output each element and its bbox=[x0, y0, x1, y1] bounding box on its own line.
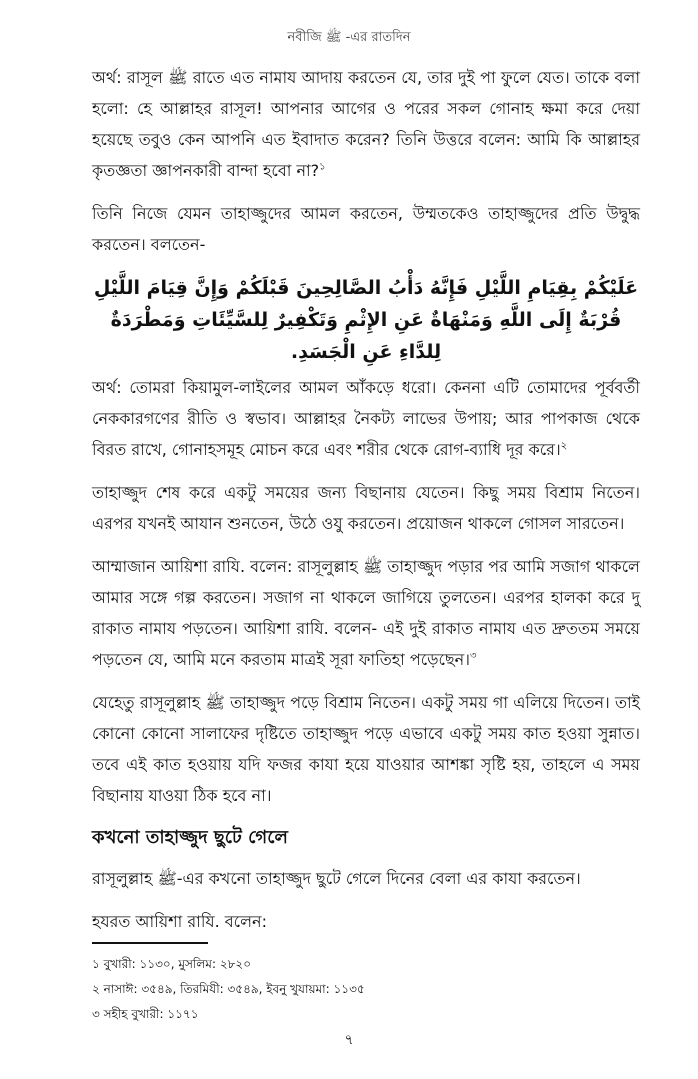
arabic-hadith: عَلَيْكُمْ بِقِيَامِ اللَّيْلِ فَإِنَّهُ دَأْبُ الصَّالِحِينَ قَبْلَكُمْ وَإِنَّ قِيَامَ اللَّيْلِ قُرْبَةٌ إِلَى اللَّهِ وَمَنْهَاةٌ عَنِ الإِثْمِ وَتَكْفِيرٌ لِلسَّيِّئَاتِ وَمَطْرَدَةٌ لِلدَّاءِ عَنِ الْجَسَدِ. bbox=[93, 277, 639, 363]
paragraph-text: রাসূলুল্লাহ ﷺ-এর কখনো তাহাজ্জুদ ছুটে গেলে দিনের বেলা এর কাযা করতেন। bbox=[92, 869, 581, 888]
paragraph-rest-after-tahajjud bbox=[92, 477, 640, 539]
footnote-2: ২ নাসাঈ: ৩৫৪৯, তিরমিযী: ৩৫৪৯, ইবনু খুযায়মা: ১১৩৫ bbox=[92, 982, 365, 996]
footnote-mark: ১ bbox=[319, 161, 326, 173]
paragraph-text: হযরত আয়িশা রাযি. বলেন: bbox=[92, 912, 267, 931]
footnote-mark: ২ bbox=[560, 440, 568, 452]
paragraph-encouragement bbox=[92, 198, 640, 260]
paragraph-text: অর্থ: তোমরা কিয়ামুল-লাইলের আমল আঁকড়ে ধরো। কেননা এটি তোমাদের পূর্ববর্তী নেককারগণের রীতি ও স্বভাব। আল্লাহর নৈকট্য লাভের উপায়; আর পাপকাজ থেকে বিরত রাখে, গোনাহসমূহ মোচন করে এবং শরীর থেকে রোগ-ব্যাধি দূর করে। bbox=[92, 378, 640, 459]
paragraph-meaning-hadith bbox=[92, 372, 640, 465]
footnote-divider bbox=[92, 942, 208, 944]
paragraph-aisha-narration bbox=[92, 551, 640, 675]
page-number: ৭ bbox=[344, 1032, 354, 1048]
section-heading: কখনো তাহাজ্জুদ ছুটে গেলে bbox=[92, 827, 288, 848]
paragraph-text: যেহেতু রাসূলুল্লাহ ﷺ তাহাজ্জুদ পড়ে বিশ্রাম নিতেন। একটু সময় গা এলিয়ে দিতেন। তাই কোনো কোনো সালাফের দৃষ্টিতে তাহাজ্জুদ পড়ে এভাবে একটু সময় কাত হওয়া সুন্নাত। তবে এই কাত হওয়ায় যদি ফজর কাযা হয়ে যাওয়ার আশঙ্কা সৃষ্টি হয়, তাহলে এ সময় বিছানায় যাওয়া ঠিক হবে না। bbox=[92, 693, 640, 805]
footnote-1: ১ বুখারী: ১১৩০, মুসলিম: ২৮২০ bbox=[92, 957, 252, 971]
paragraph-meaning-night-prayer bbox=[92, 62, 640, 186]
paragraph-aisha-says bbox=[92, 906, 640, 937]
running-header: নবীজি ﷺ -এর রাতদিন bbox=[287, 30, 411, 45]
paragraph-text: তিনি নিজে যেমন তাহাজ্জুদের আমল করতেন, উম্মতকেও তাহাজ্জুদের প্রতি উদ্বুদ্ধ করতেন। বলতেন- bbox=[92, 204, 640, 254]
footnotes bbox=[92, 952, 640, 1027]
paragraph-text: আম্মাজান আয়িশা রাযি. বলেন: রাসূলুল্লাহ ﷺ তাহাজ্জুদ পড়ার পর আমি সজাগ থাকলে আমার সঙ্গে গল্প করতেন। সজাগ না থাকলে জাগিয়ে তুলতেন। এরপর হালকা করে দু রাকাত নামায পড়তেন। আয়িশা রাযি. বলেন- এই দুই রাকাত নামায এত দ্রুততম সময়ে পড়তেন যে, আমি মনে করতাম মাত্রই সূরা ফাতিহা পড়েছেন। bbox=[92, 557, 640, 669]
paragraph-lying-down-sunnah bbox=[92, 687, 640, 811]
paragraph-text: তাহাজ্জুদ শেষ করে একটু সময়ের জন্য বিছানায় যেতেন। কিছু সময় বিশ্রাম নিতেন। এরপর যখনই আযান শুনতেন, উঠে ওযু করতেন। প্রয়োজন থাকলে গোসল সারতেন। bbox=[92, 483, 640, 533]
paragraph-text: অর্থ: রাসূল ﷺ রাতে এত নামায আদায় করতেন যে, তার দুই পা ফুলে যেত। তাকে বলা হলো: হে আল্লাহর রাসূল! আপনার আগের ও পরের সকল গোনাহ ক্ষমা করে দেয়া হয়েছে তবুও কেন আপনি এত ইবাদাত করেন? তিনি উত্তরে বলেন: আমি কি আল্লাহর কৃতজ্ঞতা জ্ঞাপনকারী বান্দা হবো না? bbox=[92, 68, 640, 180]
footnote-mark: ৩ bbox=[469, 650, 477, 662]
paragraph-makeup-tahajjud bbox=[92, 863, 640, 894]
footnote-3: ৩ সহীহ বুখারী: ১১৭১ bbox=[92, 1007, 199, 1021]
page-body bbox=[92, 62, 640, 949]
